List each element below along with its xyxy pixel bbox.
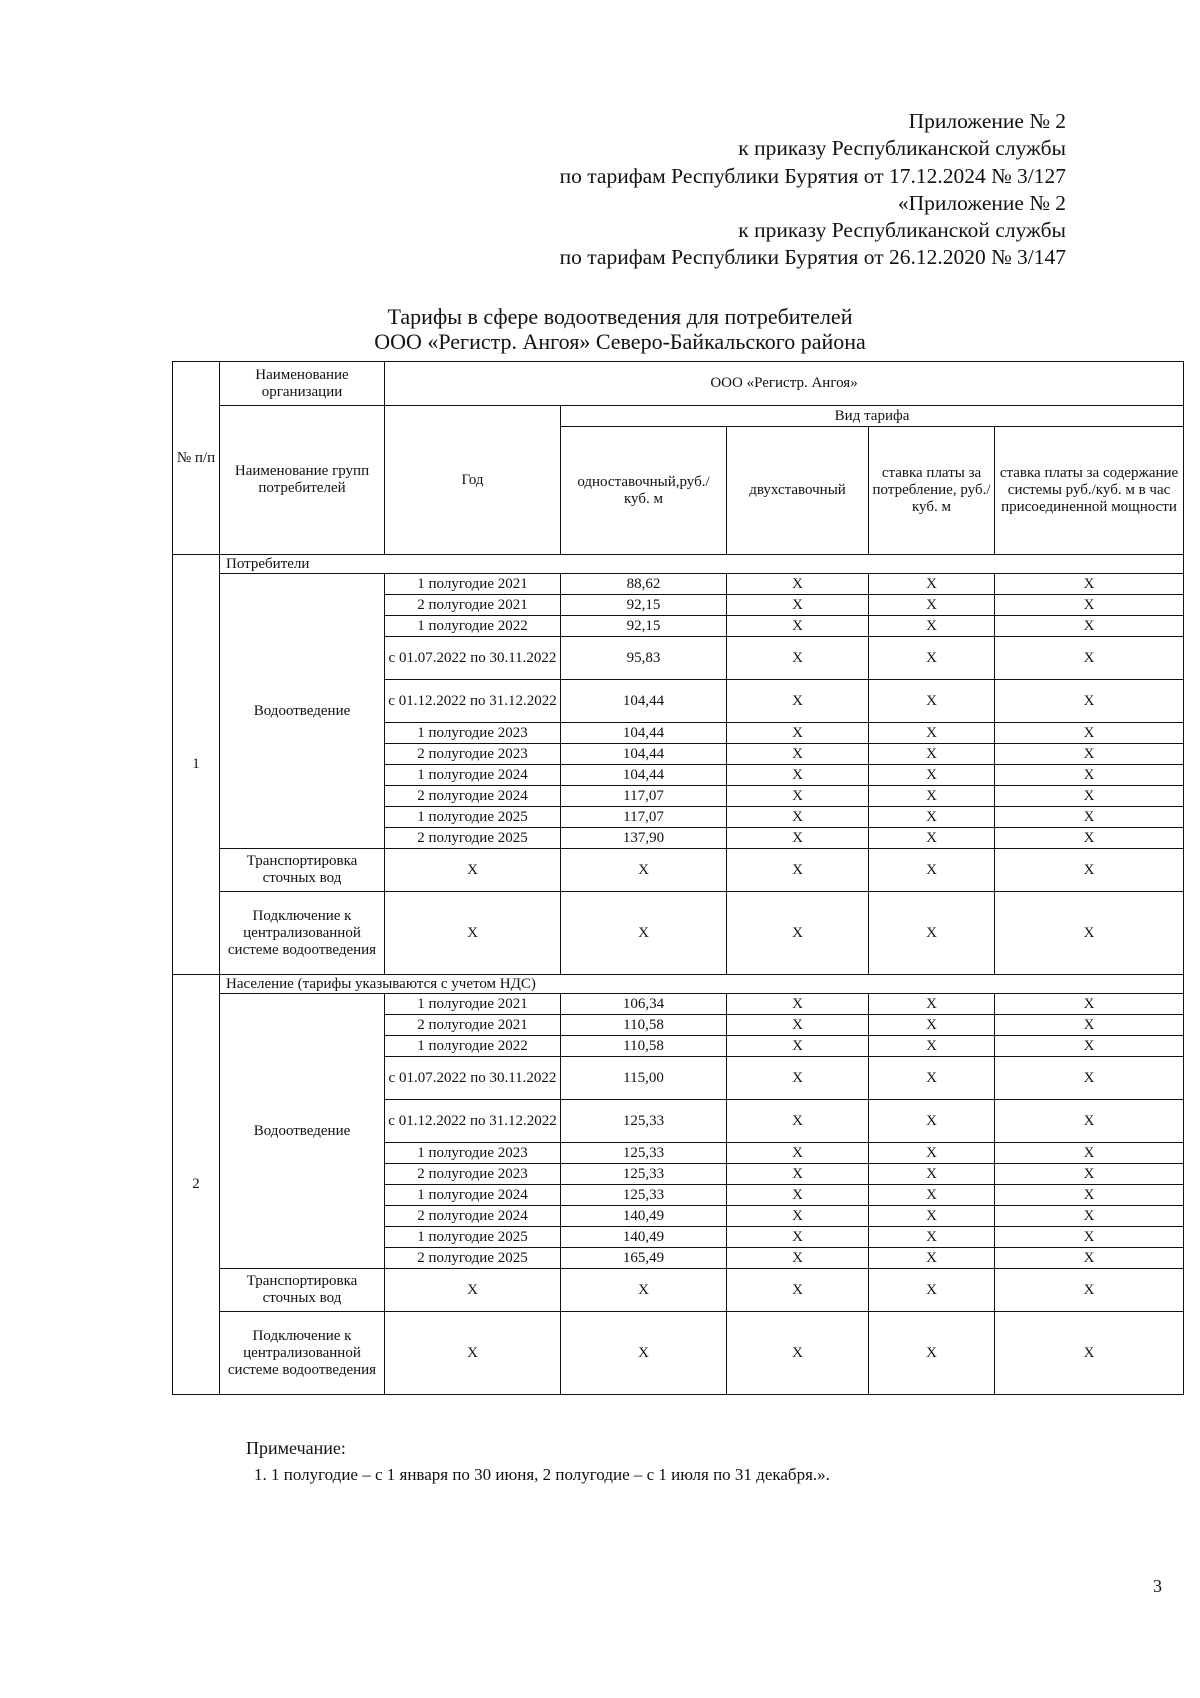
column-header-single-rate: одноставочный,руб./ куб. м [561, 427, 727, 555]
not-applicable-mark: X [727, 1143, 869, 1164]
service-name: Транспортировка сточных вод [220, 1269, 385, 1312]
period-cell: с 01.12.2022 по 31.12.2022 [385, 680, 561, 723]
service-name: Водоотведение [220, 994, 385, 1269]
header-line: к приказу Республиканской службы [738, 136, 1066, 161]
not-applicable-mark: X [727, 723, 869, 744]
period-cell: 2 полугодие 2025 [385, 1248, 561, 1269]
not-applicable-mark: X [727, 595, 869, 616]
not-applicable-mark: X [869, 744, 995, 765]
single-rate-value: 104,44 [561, 723, 727, 744]
single-rate-value: 125,33 [561, 1143, 727, 1164]
not-applicable-mark: X [727, 786, 869, 807]
section-title: Население (тарифы указываются с учетом НДС) [220, 975, 1184, 994]
not-applicable-mark: X [561, 1269, 727, 1312]
not-applicable-mark: X [727, 1100, 869, 1143]
period-cell: 2 полугодие 2024 [385, 1206, 561, 1227]
period-cell: 1 полугодие 2024 [385, 765, 561, 786]
period-cell: с 01.07.2022 по 30.11.2022 [385, 637, 561, 680]
service-name: Водоотведение [220, 574, 385, 849]
not-applicable-mark: X [995, 1269, 1184, 1312]
not-applicable-mark: X [995, 1143, 1184, 1164]
service-name: Транспортировка сточных вод [220, 849, 385, 892]
not-applicable-mark: X [869, 892, 995, 975]
not-applicable-mark: X [995, 1100, 1184, 1143]
not-applicable-mark: X [995, 849, 1184, 892]
single-rate-value: 165,49 [561, 1248, 727, 1269]
period-cell: 1 полугодие 2022 [385, 616, 561, 637]
single-rate-value: 95,83 [561, 637, 727, 680]
not-applicable-mark: X [561, 1312, 727, 1395]
note-item: 1. 1 полугодие – с 1 января по 30 июня, 2 полугодие – с 1 июля по 31 декабря.». [254, 1465, 830, 1484]
single-rate-value: 92,15 [561, 616, 727, 637]
not-applicable-mark: X [995, 1227, 1184, 1248]
not-applicable-mark: X [869, 1206, 995, 1227]
tariff-row [173, 994, 1184, 1015]
section-number: 2 [173, 975, 220, 1395]
not-applicable-mark: X [385, 849, 561, 892]
appendix-header [560, 108, 1066, 272]
page-number: 3 [1153, 1576, 1162, 1596]
header-line: Приложение № 2 [908, 109, 1066, 133]
not-applicable-mark: X [869, 849, 995, 892]
not-applicable-mark: X [869, 1100, 995, 1143]
not-applicable-mark: X [727, 744, 869, 765]
not-applicable-mark: X [995, 765, 1184, 786]
header-line: по тарифам Республики Бурятия от 17.12.2024 № 3/127 [559, 163, 1066, 188]
single-rate-value: 125,33 [561, 1185, 727, 1206]
transport-row [173, 849, 1184, 892]
single-rate-value: 117,07 [561, 807, 727, 828]
period-cell: 1 полугодие 2023 [385, 723, 561, 744]
not-applicable-mark: X [995, 680, 1184, 723]
not-applicable-mark: X [869, 1164, 995, 1185]
not-applicable-mark: X [995, 595, 1184, 616]
period-cell: 2 полугодие 2021 [385, 1015, 561, 1036]
single-rate-value: 137,90 [561, 828, 727, 849]
not-applicable-mark: X [727, 1312, 869, 1395]
not-applicable-mark: X [995, 828, 1184, 849]
not-applicable-mark: X [869, 994, 995, 1015]
not-applicable-mark: X [995, 637, 1184, 680]
not-applicable-mark: X [869, 595, 995, 616]
not-applicable-mark: X [727, 1036, 869, 1057]
not-applicable-mark: X [727, 1206, 869, 1227]
single-rate-value: 117,07 [561, 786, 727, 807]
connection-row [173, 1312, 1184, 1395]
not-applicable-mark: X [869, 1312, 995, 1395]
period-cell: 2 полугодие 2025 [385, 828, 561, 849]
not-applicable-mark: X [869, 723, 995, 744]
not-applicable-mark: X [869, 1015, 995, 1036]
tariff-type-header: Вид тарифа [561, 406, 1184, 427]
not-applicable-mark: X [869, 680, 995, 723]
not-applicable-mark: X [385, 1269, 561, 1312]
header-line: к приказу Республиканской службы [738, 218, 1066, 243]
service-name: Подключение к централизованной системе водоотведения [220, 892, 385, 975]
not-applicable-mark: X [727, 1227, 869, 1248]
section-header-row [173, 555, 1184, 574]
not-applicable-mark: X [727, 637, 869, 680]
period-cell: 1 полугодие 2024 [385, 1185, 561, 1206]
single-rate-value: 110,58 [561, 1015, 727, 1036]
not-applicable-mark: X [727, 616, 869, 637]
tariff-row [173, 574, 1184, 595]
not-applicable-mark: X [727, 765, 869, 786]
not-applicable-mark: X [561, 892, 727, 975]
not-applicable-mark: X [995, 1206, 1184, 1227]
single-rate-value: 92,15 [561, 595, 727, 616]
single-rate-value: 140,49 [561, 1227, 727, 1248]
not-applicable-mark: X [869, 637, 995, 680]
title-line-2: ООО «Регистр. Ангоя» Северо-Байкальского района [374, 329, 866, 354]
not-applicable-mark: X [869, 807, 995, 828]
not-applicable-mark: X [995, 616, 1184, 637]
not-applicable-mark: X [561, 849, 727, 892]
year-header: Год [385, 406, 561, 555]
single-rate-value: 88,62 [561, 574, 727, 595]
not-applicable-mark: X [727, 828, 869, 849]
not-applicable-mark: X [995, 1312, 1184, 1395]
single-rate-value: 125,33 [561, 1100, 727, 1143]
not-applicable-mark: X [995, 574, 1184, 595]
not-applicable-mark: X [995, 1248, 1184, 1269]
not-applicable-mark: X [727, 807, 869, 828]
not-applicable-mark: X [727, 1269, 869, 1312]
not-applicable-mark: X [995, 1036, 1184, 1057]
not-applicable-mark: X [869, 765, 995, 786]
not-applicable-mark: X [727, 1057, 869, 1100]
not-applicable-mark: X [727, 1164, 869, 1185]
not-applicable-mark: X [869, 1248, 995, 1269]
title-line-1: Тарифы в сфере водоотведения для потребителей [387, 304, 853, 329]
single-rate-value: 115,00 [561, 1057, 727, 1100]
note-label: Примечание: [246, 1438, 346, 1458]
period-cell: 1 полугодие 2021 [385, 574, 561, 595]
consumer-group-header: Наименование групп потребителей [220, 406, 385, 555]
not-applicable-mark: X [995, 744, 1184, 765]
not-applicable-mark: X [869, 1057, 995, 1100]
not-applicable-mark: X [869, 574, 995, 595]
column-header-maintenance-rate: ставка платы за содержание системы руб./куб. м в час присоединенной мощности [995, 427, 1184, 555]
not-applicable-mark: X [869, 1143, 995, 1164]
not-applicable-mark: X [869, 786, 995, 807]
not-applicable-mark: X [727, 994, 869, 1015]
not-applicable-mark: X [869, 1036, 995, 1057]
header-line: «Приложение № 2 [897, 190, 1066, 215]
document-title [0, 304, 1200, 354]
section-header-row [173, 975, 1184, 994]
not-applicable-mark: X [727, 892, 869, 975]
single-rate-value: 104,44 [561, 765, 727, 786]
not-applicable-mark: X [727, 849, 869, 892]
period-cell: 1 полугодие 2021 [385, 994, 561, 1015]
column-header-two-rate: двухставочный [727, 427, 869, 555]
organization-name: ООО «Регистр. Ангоя» [385, 362, 1184, 406]
not-applicable-mark: X [995, 994, 1184, 1015]
not-applicable-mark: X [995, 786, 1184, 807]
section-number: 1 [173, 555, 220, 975]
period-cell: 2 полугодие 2021 [385, 595, 561, 616]
period-cell: 2 полугодие 2024 [385, 786, 561, 807]
not-applicable-mark: X [995, 1164, 1184, 1185]
single-rate-value: 140,49 [561, 1206, 727, 1227]
not-applicable-mark: X [995, 1057, 1184, 1100]
tariff-table [172, 361, 1184, 1395]
not-applicable-mark: X [385, 892, 561, 975]
single-rate-value: 104,44 [561, 680, 727, 723]
header-line: по тарифам Республики Бурятия от 26.12.2020 № 3/147 [559, 245, 1066, 270]
not-applicable-mark: X [869, 1185, 995, 1206]
not-applicable-mark: X [995, 723, 1184, 744]
period-cell: с 01.12.2022 по 31.12.2022 [385, 1100, 561, 1143]
organization-label: Наименование организации [220, 362, 385, 406]
column-header-consumption-rate: ставка платы за потребление, руб./ куб. м [869, 427, 995, 555]
period-cell: 1 полугодие 2025 [385, 1227, 561, 1248]
not-applicable-mark: X [869, 1269, 995, 1312]
not-applicable-mark: X [995, 807, 1184, 828]
single-rate-value: 106,34 [561, 994, 727, 1015]
not-applicable-mark: X [869, 616, 995, 637]
not-applicable-mark: X [869, 1227, 995, 1248]
single-rate-value: 110,58 [561, 1036, 727, 1057]
period-cell: 2 полугодие 2023 [385, 744, 561, 765]
not-applicable-mark: X [727, 1015, 869, 1036]
period-cell: с 01.07.2022 по 30.11.2022 [385, 1057, 561, 1100]
not-applicable-mark: X [995, 892, 1184, 975]
not-applicable-mark: X [385, 1312, 561, 1395]
section-title: Потребители [220, 555, 1184, 574]
not-applicable-mark: X [727, 680, 869, 723]
single-rate-value: 104,44 [561, 744, 727, 765]
number-column-header: № п/п [173, 362, 220, 555]
period-cell: 1 полугодие 2025 [385, 807, 561, 828]
period-cell: 1 полугодие 2023 [385, 1143, 561, 1164]
connection-row [173, 892, 1184, 975]
transport-row [173, 1269, 1184, 1312]
period-cell: 1 полугодие 2022 [385, 1036, 561, 1057]
not-applicable-mark: X [727, 1248, 869, 1269]
not-applicable-mark: X [727, 574, 869, 595]
service-name: Подключение к централизованной системе водоотведения [220, 1312, 385, 1395]
single-rate-value: 125,33 [561, 1164, 727, 1185]
not-applicable-mark: X [995, 1015, 1184, 1036]
period-cell: 2 полугодие 2023 [385, 1164, 561, 1185]
not-applicable-mark: X [869, 828, 995, 849]
not-applicable-mark: X [995, 1185, 1184, 1206]
not-applicable-mark: X [727, 1185, 869, 1206]
